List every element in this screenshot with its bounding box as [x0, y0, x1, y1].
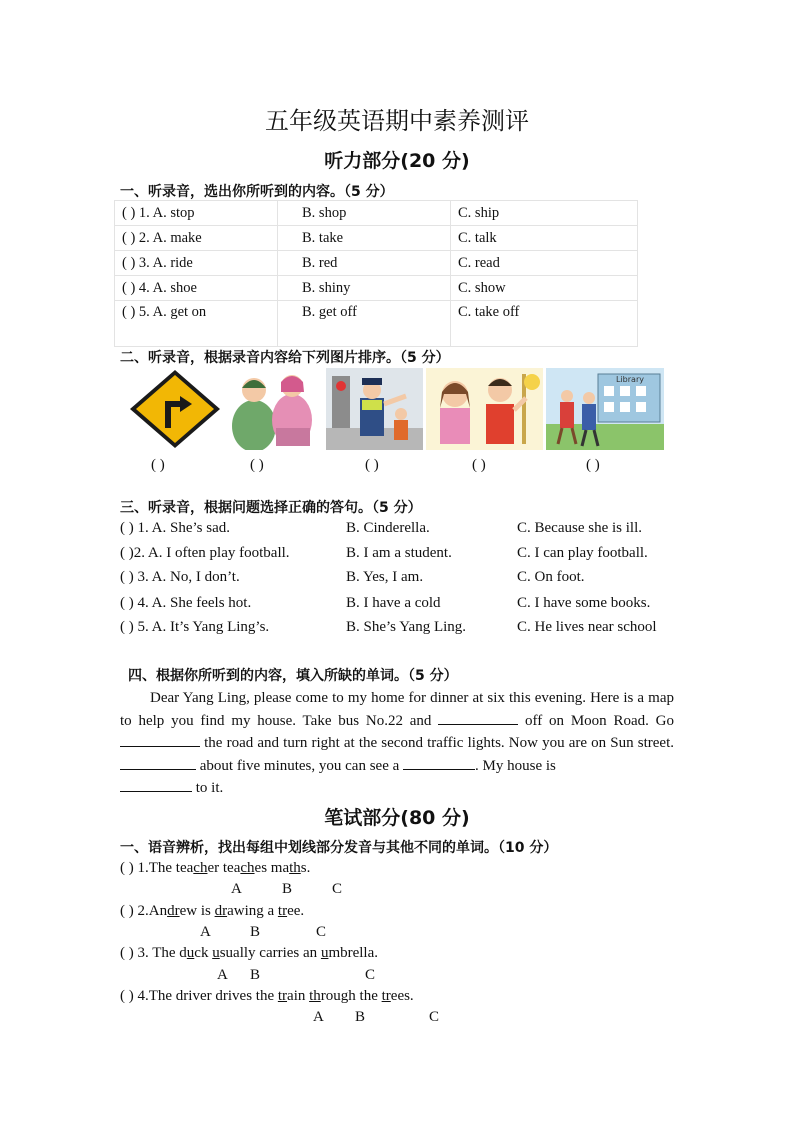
option-c: C. I can play football.: [517, 545, 648, 561]
label-c: C: [316, 924, 327, 940]
option-c: C. I have some books.: [517, 595, 651, 611]
option-a: ( ) 4. A. shoe: [115, 276, 278, 301]
fill-blank[interactable]: [120, 732, 200, 747]
option-a: ( ) 3. A. ride: [115, 251, 278, 276]
children-talking-picture: [426, 368, 543, 450]
option-b: B. get off: [278, 301, 451, 347]
label-b: B: [282, 881, 293, 897]
option-b: B. Yes, I am.: [346, 569, 424, 585]
option-c: C. show: [451, 276, 638, 301]
question-a: ( ) 1. A. She’s sad.: [120, 520, 230, 536]
table-row: [115, 301, 638, 347]
option-c: C. He lives near school: [517, 619, 657, 635]
answer-bracket: ( ): [250, 457, 264, 473]
fill-blank[interactable]: [438, 710, 518, 725]
question-a: ( ) 5. A. It’s Yang Ling’s.: [120, 619, 270, 635]
turn-right-sign-picture: [128, 368, 222, 450]
answer-bracket: ( ): [472, 457, 486, 473]
part1-table: [114, 200, 638, 347]
sick-girl-picture: [226, 368, 322, 450]
policeman-picture: [326, 368, 423, 450]
option-c: C. talk: [451, 226, 638, 251]
option-c: C. On foot.: [517, 569, 585, 585]
label-c: C: [365, 967, 376, 983]
option-b: B. She’s Yang Ling.: [346, 619, 467, 635]
label-b: B: [355, 1009, 366, 1025]
option-c: C. take off: [451, 301, 638, 347]
table-row: [115, 201, 638, 226]
option-b: B. I have a cold: [346, 595, 441, 611]
label-a: A: [231, 881, 242, 897]
phonics-question-2: ( ) 2.Andrew is drawing a tree.: [120, 903, 305, 919]
answer-bracket: ( ): [151, 457, 165, 473]
written-section-title: 笔试部分(80 分): [324, 807, 470, 829]
option-b: B. red: [278, 251, 451, 276]
part3-heading: 三、听录音，根据问题选择正确的答句。（5 分）: [120, 500, 422, 516]
option-b: B. Cinderella.: [346, 520, 430, 536]
label-c: C: [429, 1009, 440, 1025]
cloze-paragraph: Dear Yang Ling, please come to my home for dinner at six this evening. Here is a map to help you find my house. Take bus No.22 and off on Moon Road. Go the road and turn right at the second traffic lights. Now you are on Sun street. about five minutes, you can see a . My house is to it.: [120, 690, 674, 796]
phonics-question-1: ( ) 1.The teacher teaches maths.: [120, 860, 311, 876]
option-b: B. I am a student.: [346, 545, 452, 561]
phonics-question-4: ( ) 4.The driver drives the train through the trees.: [120, 988, 414, 1004]
question-a: ( ) 4. A. She feels hot.: [120, 595, 252, 611]
option-c: C. Because she is ill.: [517, 520, 642, 536]
question-a: ( ) 3. A. No, I don’t.: [120, 569, 240, 585]
label-c: C: [332, 881, 343, 897]
part2-heading: 二、听录音，根据录音内容给下列图片排序。（5 分）: [120, 350, 450, 366]
option-b: B. shop: [278, 201, 451, 226]
label-b: B: [250, 967, 261, 983]
part1-heading: 一、听录音，选出你所听到的内容。（5 分）: [120, 184, 394, 200]
fill-blank[interactable]: [120, 755, 196, 770]
listening-section-title: 听力部分(20 分): [324, 150, 470, 172]
phonics-question-3: ( ) 3. The duck usually carries an umbrella.: [120, 945, 379, 961]
answer-bracket: ( ): [365, 457, 379, 473]
option-c: C. ship: [451, 201, 638, 226]
table-row: [115, 226, 638, 251]
answer-bracket: ( ): [586, 457, 600, 473]
fill-blank[interactable]: [120, 777, 192, 792]
label-a: A: [200, 924, 211, 940]
exam-title: 五年级英语期中素养测评: [265, 107, 529, 135]
part4-heading: 四、根据你所听到的内容，填入所缺的单词。（5 分）: [128, 668, 458, 684]
option-c: C. read: [451, 251, 638, 276]
question-a: ( )2. A. I often play football.: [120, 545, 290, 561]
label-a: A: [217, 967, 228, 983]
option-a: ( ) 5. A. get on: [115, 301, 278, 347]
table-row: [115, 251, 638, 276]
part5-heading: 一、语音辨析，找出每组中划线部分发音与其他不同的单词。（10 分）: [120, 840, 558, 856]
option-a: ( ) 2. A. make: [115, 226, 278, 251]
option-b: B. take: [278, 226, 451, 251]
label-a: A: [313, 1009, 324, 1025]
label-b: B: [250, 924, 261, 940]
fill-blank[interactable]: [403, 755, 475, 770]
table-row: [115, 276, 638, 301]
library-sign: Library: [616, 375, 644, 384]
option-a: ( ) 1. A. stop: [115, 201, 278, 226]
option-b: B. shiny: [278, 276, 451, 301]
library-picture: [546, 368, 664, 450]
